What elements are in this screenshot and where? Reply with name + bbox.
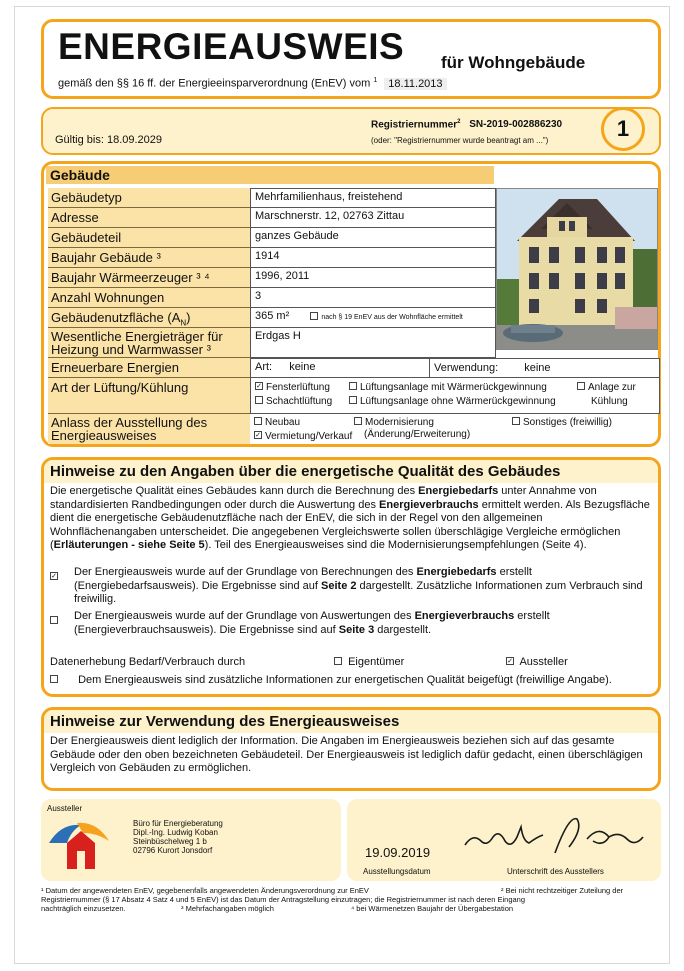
option-label: Fensterlüftung xyxy=(266,382,330,393)
p1-f: Erläuterungen - siehe Seite 5 xyxy=(53,539,205,551)
hints-paragraph xyxy=(50,485,652,553)
ventilation-options xyxy=(250,378,660,414)
occasion-option-new[interactable] xyxy=(254,417,300,429)
opt1-e: dargestellt. Zusätzliche Informationen zum Verbrauch sind freiwillig. xyxy=(74,579,643,605)
opt2-a: Der Energieausweis wurde auf der Grundlage von Auswertungen des xyxy=(74,610,415,622)
building-row-label: Gebäudetyp xyxy=(48,188,250,208)
renewable-use: keine xyxy=(524,362,551,374)
document-title-suffix: für Wohngebäude xyxy=(441,53,586,72)
occasion-option-modernisation[interactable] xyxy=(354,417,470,441)
area-value-cell xyxy=(250,308,496,328)
usage-box xyxy=(41,707,661,791)
reg-number: SN-2019-002886230 xyxy=(469,119,563,131)
ventilation-option-shaft[interactable] xyxy=(255,395,332,409)
hints-box xyxy=(41,457,661,697)
ventilation-option-no-recovery[interactable] xyxy=(349,395,556,409)
usage-title: Hinweise zur Verwendung des Energieausweises xyxy=(44,710,658,733)
ventilation-option-window[interactable] xyxy=(255,381,330,395)
checkbox-checked-icon[interactable]: ✓ xyxy=(51,572,57,580)
data-collection-label: Datenerhebung Bedarf/Verbrauch durch xyxy=(50,656,246,668)
owner-label: Eigentümer xyxy=(348,656,405,668)
footnote-2-end: nachträglich einzusetzen. xyxy=(41,903,126,913)
building-section-title: Gebäude xyxy=(46,166,494,184)
reg-label: Registriernummer xyxy=(371,119,458,131)
page-number-badge xyxy=(601,107,645,151)
checkbox-icon[interactable] xyxy=(354,417,362,425)
data-collection-row xyxy=(50,656,656,670)
renewable-use-label: Verwendung: xyxy=(434,362,499,374)
issuer-box xyxy=(41,799,341,881)
footnote-2-cont: Registriernummer (§ 17 Absatz 4 Satz 4 und 5 EnEV) ist das Datum der Antragstellung einzutragen; die Registriernummer ist nach deren Eingang xyxy=(41,895,526,904)
option-demand-text xyxy=(74,566,650,607)
house-illustration xyxy=(497,189,658,350)
occasion-options xyxy=(250,414,660,444)
opt2-b: Energieverbrauchs xyxy=(414,610,515,622)
opt2-e: dargestellt. xyxy=(374,623,432,636)
occasion-label-line-2: Energieausweises xyxy=(51,428,157,443)
p1-g: ). Teil des Energieausweises sind die Modernisierungsempfehlungen (Seite 4). xyxy=(204,539,587,551)
p1-c: unter Annahme von standardisierten Randbedingungen oder durch die Auswertung des xyxy=(50,485,597,511)
title-box xyxy=(41,19,661,99)
issuer-address xyxy=(133,819,223,855)
area-label xyxy=(48,308,250,328)
opt2-d: Seite 3 xyxy=(338,623,375,636)
renewable-type: keine xyxy=(289,361,316,373)
opt1-a: Der Energieausweis wurde auf der Grundlage von Berechnungen des xyxy=(74,566,417,578)
p1-a: Die energetische Qualität eines Gebäudes kann durch die Berechnung des xyxy=(50,485,419,497)
option-label-extra: (Änderung/Erweiterung) xyxy=(364,429,471,440)
registration-box xyxy=(41,107,661,155)
checkbox-icon[interactable] xyxy=(254,417,262,425)
building-row-value: 1914 xyxy=(250,248,496,268)
ventilation-option-recovery[interactable] xyxy=(349,381,547,395)
usage-text: Der Energieausweis dient lediglich der Information. Die Angaben im Energieausweis beziehen sich auf das gesamte Gebäude oder den oben bezeichneten Gebäudeteil. Der Energieausweis ist lediglich dafür gedacht, einen überschlägigen Vergleich von Gebäuden zu ermöglichen. xyxy=(50,735,643,774)
opt1-c: erstellt (Energiebedarfsausweis). Die Ergebnisse sind auf xyxy=(74,566,532,592)
area-note-checkbox[interactable] xyxy=(310,312,318,320)
ventilation-label: Art der Lüftung/Kühlung xyxy=(48,378,250,414)
footnote-1: ¹ Datum der angewendeten EnEV, gegebenenfalls angewendeten Änderungsverordnung zur EnEV xyxy=(41,886,369,895)
area-note-text: nach § 19 EnEV aus der Wohnfläche ermittelt xyxy=(321,314,463,321)
building-row-label: Baujahr Wärmeerzeuger ³ ⁴ xyxy=(48,268,250,288)
option-label: Modernisierung xyxy=(365,417,434,428)
checkbox-icon[interactable] xyxy=(334,657,342,665)
checkbox-icon[interactable] xyxy=(349,382,357,390)
valid-until: Gültig bis: 18.09.2029 xyxy=(55,134,163,146)
signature-box xyxy=(347,799,661,881)
option-consumption-checkbox[interactable] xyxy=(50,612,61,630)
registration-number xyxy=(371,119,562,130)
footnote-3: ³ Mehrfachangaben möglich xyxy=(181,903,274,913)
document-page xyxy=(14,6,670,964)
footnote-4: ⁴ bei Wärmenetzen Baujahr der Übergabestation xyxy=(351,903,514,913)
building-row-value: ganzes Gebäude xyxy=(250,228,496,248)
building-photo xyxy=(496,188,658,350)
building-row-label: Adresse xyxy=(48,208,250,228)
renewable-type-label: Art: xyxy=(255,361,273,373)
extra-info-row xyxy=(50,674,656,688)
option-label: Sonstiges (freiwillig) xyxy=(523,417,612,428)
page-number: 1 xyxy=(616,116,630,141)
checkbox-checked-icon[interactable]: ✓ xyxy=(255,432,261,440)
data-owner-option[interactable] xyxy=(334,656,404,670)
building-row-value: Marschnerstr. 12, 02763 Zittau xyxy=(250,208,496,228)
building-row-value: Mehrfamilienhaus, freistehend xyxy=(250,188,496,208)
reg-footnote: 2 xyxy=(457,119,461,125)
opt1-b: Energiebedarfs xyxy=(416,566,497,578)
issue-date: 19.09.2019 xyxy=(365,845,431,860)
energy-label-line-1: Wesentliche Energieträger für xyxy=(51,329,223,344)
issuer-line: Dipl.-Ing. Ludwig Koban xyxy=(133,828,218,837)
signature-icon xyxy=(459,807,649,865)
extra-info-text: Dem Energieausweis sind zusätzliche Informationen zur energetischen Qualität beigefügt (freiwillige Angabe). xyxy=(78,674,612,686)
building-box xyxy=(41,161,661,447)
p1-e: ermittelt werden. Als Bezugsfläche dient die energetische Gebäudenutzfläche nach der EnEV, die sich in der Regel von den allgemeinen Wohnflächenangaben unterscheidet. Die angegebenen Vergleichswerte sollen überschlägige Vergleiche ermöglichen ( xyxy=(50,498,650,551)
footnote-mark: 1 xyxy=(373,77,378,84)
document-subtitle xyxy=(58,77,447,90)
opt1-d: Seite 2 xyxy=(321,579,357,592)
issuer-line: Büro für Energieberatung xyxy=(133,819,223,828)
data-issuer-option[interactable] xyxy=(506,656,568,670)
option-label: Lüftungsanlage mit Wärmerückgewinnung xyxy=(360,382,547,393)
p1-d: Energieverbrauchs xyxy=(379,498,479,511)
issuer-label: Aussteller xyxy=(47,804,83,813)
checkbox-icon[interactable] xyxy=(577,382,585,390)
checkbox-icon[interactable] xyxy=(349,396,357,404)
option-label: Lüftungsanlage ohne Wärmerückgewinnung xyxy=(360,396,556,407)
energy-label-line-2: Heizung und Warmwasser ³ xyxy=(51,342,211,357)
option-label-extra: Kühlung xyxy=(591,396,628,407)
option-label: Anlage zur xyxy=(588,382,636,393)
checkbox-icon[interactable] xyxy=(50,675,58,683)
building-row-value: 3 xyxy=(250,288,496,308)
option-consumption-text xyxy=(74,610,650,637)
checkbox-icon[interactable] xyxy=(512,417,520,425)
company-logo-icon xyxy=(47,819,111,871)
building-row-label: Baujahr Gebäude ³ xyxy=(48,248,250,268)
occasion-option-rental[interactable] xyxy=(254,431,352,443)
issuer-line: Steinbüschelweg 1 b xyxy=(133,837,207,846)
opt2-c: erstellt (Energieverbrauchsausweis). Die Ergebnisse sind auf xyxy=(74,610,550,636)
area-note xyxy=(310,314,463,321)
occasion-option-other[interactable] xyxy=(512,417,612,429)
issue-date-label: Ausstellungsdatum xyxy=(363,867,431,876)
occasion-label-line-1: Anlass der Ausstellung des xyxy=(51,415,208,430)
checkbox-icon[interactable] xyxy=(255,396,263,404)
option-label: Neubau xyxy=(265,417,301,428)
option-label: Vermietung/Verkauf xyxy=(265,431,353,442)
area-label-sub: N xyxy=(180,318,187,328)
footnote-2: ² Bei nicht rechtzeitiger Zuteilung der xyxy=(501,886,624,895)
occasion-label xyxy=(48,414,250,444)
area-label-text: Gebäudenutzfläche (A xyxy=(51,310,181,325)
energy-carrier-value: Erdgas H xyxy=(250,328,496,358)
area-value: 365 m² xyxy=(255,310,290,322)
energy-carrier-label xyxy=(48,328,250,358)
option-label: Schachtlüftung xyxy=(266,396,333,407)
building-row-label: Gebäudeteil xyxy=(48,228,250,248)
registration-note: (oder: "Registriernummer wurde beantragt am ...") xyxy=(371,136,549,145)
option-demand-checkbox[interactable] xyxy=(50,568,61,586)
checkbox-checked-icon[interactable]: ✓ xyxy=(256,383,262,391)
document-title: ENERGIEAUSWEIS xyxy=(58,26,405,67)
issuer-line: 02796 Kurort Jonsdorf xyxy=(133,846,213,855)
enev-date: 18.11.2013 xyxy=(384,78,446,90)
subtitle-text: gemäß den §§ 16 ff. der Energieeinsparverordnung (EnEV) vom xyxy=(58,77,371,90)
hints-title: Hinweise zu den Angaben über die energetische Qualität des Gebäudes xyxy=(44,460,658,483)
area-label-end: ) xyxy=(186,310,191,325)
building-row-value: 1996, 2011 xyxy=(250,268,496,288)
ventilation-option-cooling[interactable] xyxy=(577,381,657,409)
checkbox-icon[interactable] xyxy=(50,616,58,624)
renewable-label: Erneuerbare Energien xyxy=(48,358,250,378)
p1-b: Energiebedarfs xyxy=(418,485,499,497)
signature-label: Unterschrift des Ausstellers xyxy=(507,867,604,876)
footnotes xyxy=(41,887,661,914)
checkbox-checked-icon[interactable]: ✓ xyxy=(507,658,513,666)
building-row-label: Anzahl Wohnungen xyxy=(48,288,250,308)
issuer-label: Aussteller xyxy=(519,656,568,668)
renewable-value xyxy=(250,358,660,378)
